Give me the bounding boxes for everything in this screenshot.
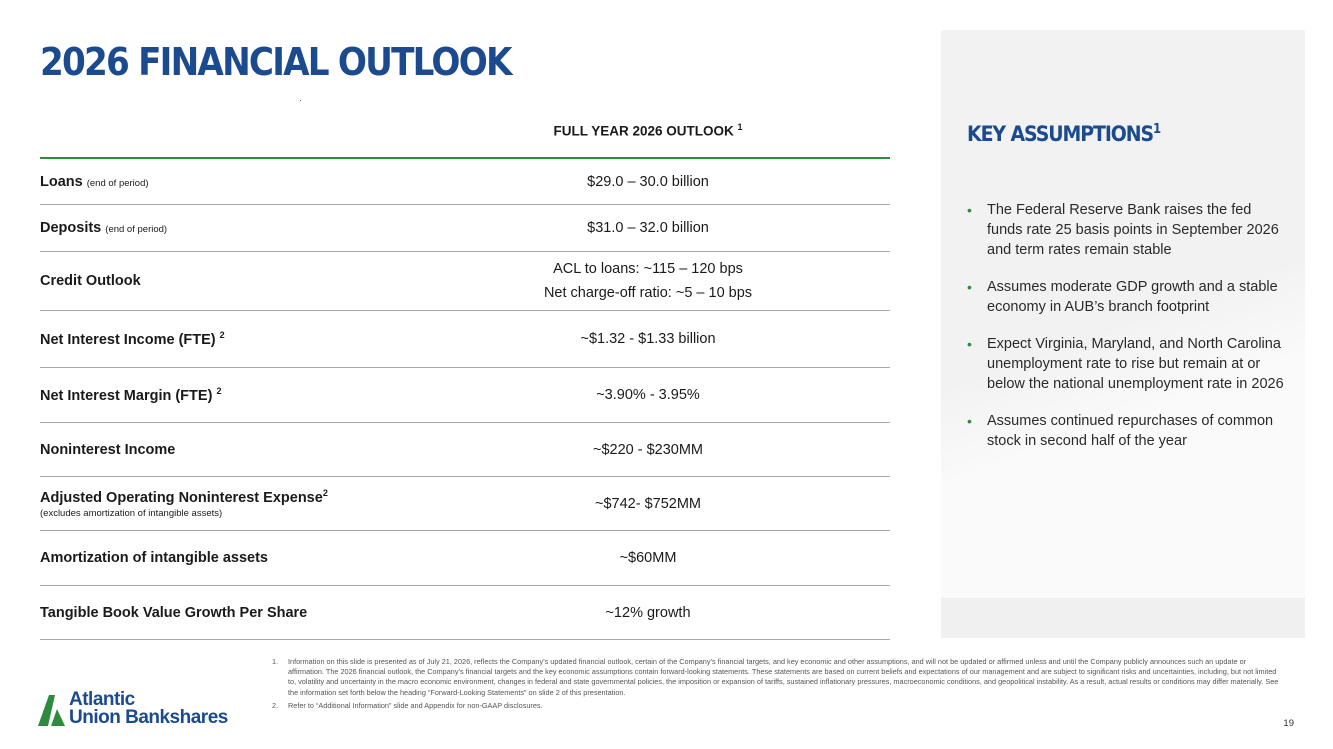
footnote-text: Information on this slide is presented as of July 21, 2026, reflects the Company’s updated financial outlook, certain of the Company’s financial targets, and key economic and other assumptions, and will not be updated or affirmed unless and until the Company publicly announces such an update or affirmation. The 2026 financial outlook, the Company’s financial targets and the key economic assumptions contain forward-looking statements. These statements are based on current beliefs and expectations of our management and are subject to significant risks and uncertainties, including, but not limited to, volatility and uncertainty in the macro economic environment, changes in federal and state governmental policies, the imposition or expansion of tariffs, sustained inflationary pressures, macroeconomic conditions, and geopolitical instability. As a result, actual results or conditions may differ materially. See the information set forth below the heading “Forward-Looking Statements” on slide 2 of this presentation.: [288, 657, 1279, 697]
page-title: 2026 FINANCIAL OUTLOOK: [40, 40, 511, 84]
row-label: Loans: [40, 173, 83, 190]
table-row-loans: [40, 159, 890, 205]
bullet-icon: •: [967, 202, 972, 218]
assumption-item: [967, 334, 1287, 394]
row-label: Credit Outlook: [40, 273, 141, 289]
row-label: Net Interest Margin (FTE): [40, 387, 213, 404]
assumption-text: Assumes continued repurchases of common stock in second half of the year: [987, 413, 1274, 449]
key-assumptions-title: [967, 122, 1160, 146]
table-row-adjusted-operating-expense: [40, 477, 890, 531]
row-value: $31.0 – 32.0 billion: [587, 220, 709, 236]
decorative-dot: [300, 100, 301, 101]
row-label: Net Interest Income (FTE): [40, 331, 216, 348]
bullet-icon: •: [967, 336, 972, 352]
green-a-mark-icon: [38, 692, 66, 726]
row-label: Noninterest Income: [40, 441, 176, 458]
outlook-table: [40, 159, 890, 640]
key-assumptions-panel: [941, 30, 1305, 638]
row-label: Amortization of intangible assets: [40, 550, 268, 566]
footnote-item: [272, 657, 1284, 698]
outlook-column-header: [408, 122, 888, 139]
company-logo: [38, 690, 268, 730]
table-row-amortization: [40, 531, 890, 586]
column-header-footnote: 1: [737, 122, 743, 132]
key-assumptions-title-text: KEY ASSUMPTIONS: [967, 122, 1154, 146]
table-row-deposits: [40, 205, 890, 252]
assumption-text: The Federal Reserve Bank raises the fed funds rate 25 basis points in September 2026 and term rates remain stable: [987, 202, 1279, 258]
row-value: ~$60MM: [619, 550, 677, 566]
assumption-item: [967, 277, 1287, 317]
footnote-text: Refer to “Additional Information” slide and Appendix for non-GAAP disclosures.: [288, 700, 543, 710]
table-row-credit-outlook: [40, 252, 890, 311]
row-label: Deposits: [40, 220, 102, 236]
table-row-net-interest-margin: [40, 368, 890, 423]
row-label: Adjusted Operating Noninterest Expense: [40, 489, 323, 506]
row-value: ~$220 - $230MM: [592, 441, 704, 458]
row-value-acl: ACL to loans: ~115 – 120 bps: [553, 260, 743, 277]
row-value: ~12% growth: [605, 604, 691, 621]
assumption-list: [967, 200, 1287, 468]
row-qualifier: (end of period): [105, 224, 168, 235]
footnote-item: [272, 701, 1284, 711]
bullet-icon: •: [967, 279, 972, 295]
row-qualifier: (end of period): [86, 177, 149, 189]
row-sublabel: (excludes amortization of intangible assets): [40, 508, 223, 520]
logo-line-1: Atlantic: [69, 689, 135, 710]
table-row-net-interest-income: [40, 311, 890, 368]
row-footnote: 2: [322, 487, 328, 498]
row-value: ~3.90% - 3.95%: [596, 387, 700, 403]
logo-line-2: Union Bankshares: [69, 707, 228, 728]
footnote-number: 2.: [272, 700, 279, 710]
table-row-tbv-growth: [40, 586, 890, 640]
footnote-number: 1.: [272, 657, 279, 666]
assumption-text: Expect Virginia, Maryland, and North Carolina unemployment rate to rise but remain at or below the national unemployment rate in 2026: [987, 336, 1284, 392]
page-number: 19: [1283, 718, 1294, 729]
panel-bottom-band: [941, 598, 1305, 638]
bullet-icon: •: [967, 413, 972, 429]
assumption-text: Assumes moderate GDP growth and a stable economy in AUB’s branch footprint: [987, 279, 1278, 315]
table-row-noninterest-income: [40, 423, 890, 477]
assumption-item: [967, 200, 1287, 260]
row-footnote: 2: [219, 330, 225, 341]
assumption-item: [967, 411, 1287, 451]
column-header-text: FULL YEAR 2026 OUTLOOK: [553, 123, 734, 139]
footnotes: [272, 657, 1284, 714]
row-label: Tangible Book Value Growth Per Share: [40, 604, 308, 621]
row-value-nco: Net charge-off ratio: ~5 – 10 bps: [543, 285, 753, 302]
row-value: $29.0 – 30.0 billion: [587, 173, 709, 190]
row-value: ~$742- $752MM: [595, 495, 701, 512]
key-assumptions-footnote: 1: [1153, 122, 1161, 137]
row-footnote: 2: [216, 386, 222, 397]
row-value: ~$1.32 - $1.33 billion: [580, 331, 716, 347]
